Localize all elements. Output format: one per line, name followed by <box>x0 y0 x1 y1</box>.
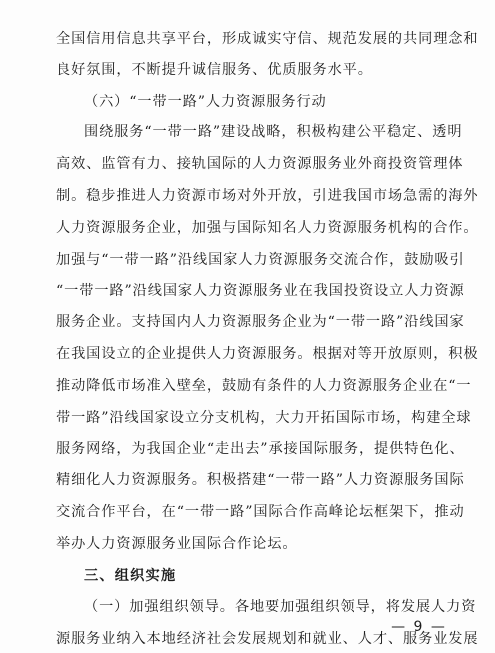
paragraph-line: （一）加强组织领导。各地要加强组织领导，将发展人力资 <box>84 599 477 615</box>
paragraph-line: 精细化人力资源服务。积极搭建“一带一路”人力资源服务国际 <box>56 472 465 488</box>
paragraph-line: 加强与“一带一路”沿线国家人力资源服务交流合作，鼓励吸引 <box>56 252 465 268</box>
paragraph-line: 人力资源服务企业，加强与国际知名人力资源服务机构的合作。 <box>56 220 479 236</box>
paragraph-line: 良好氛围，不断提升诚信服务、优质服务水平。 <box>56 62 373 78</box>
section-heading-implementation: 三、组织实施 <box>84 568 177 584</box>
paragraph-line: 高效、监管有力、接轨国际的人力资源服务业外商投资管理体 <box>56 156 464 172</box>
paragraph-line: 源服务业纳入本地经济社会发展规划和就业、人才、服务业发展 <box>56 631 479 647</box>
paragraph-line: 交流合作平台，在“一带一路”国际合作高峰论坛框架下，推动 <box>56 504 465 520</box>
paragraph-line: 围绕服务“一带一路”建设战略，积极构建公平稳定、透明 <box>84 124 463 140</box>
paragraph-line: 全国信用信息共享平台，形成诚实守信、规范发展的共同理念和 <box>56 31 479 47</box>
paragraph-line: 服务网络，为我国企业“走出去”承接国际服务，提供特色化、 <box>56 441 465 457</box>
paragraph-line: “一带一路”沿线国家人力资源服务业在我国投资设立人力资源 <box>56 283 465 299</box>
section-heading-belt-and-road: （六）“一带一路”人力资源服务行动 <box>84 94 327 110</box>
paragraph-line: 在我国设立的企业提供人力资源服务。根据对等开放原则，积极 <box>56 346 479 362</box>
paragraph-line: 带一路”沿线国家设立分支机构，大力开拓国际市场，构建全球 <box>56 410 472 426</box>
page-number: — 9 — <box>391 619 447 635</box>
paragraph-line: 举办人力资源服务业国际合作论坛。 <box>56 536 298 552</box>
paragraph-line: 推动降低市场准入壁垒，鼓励有条件的人力资源服务企业在“一 <box>56 378 472 394</box>
paragraph-line: 服务企业。支持国内人力资源服务企业为“一带一路”沿线国家 <box>56 314 465 330</box>
paragraph-line: 制。稳步推进人力资源市场对外开放，引进我国市场急需的海外 <box>56 188 479 204</box>
